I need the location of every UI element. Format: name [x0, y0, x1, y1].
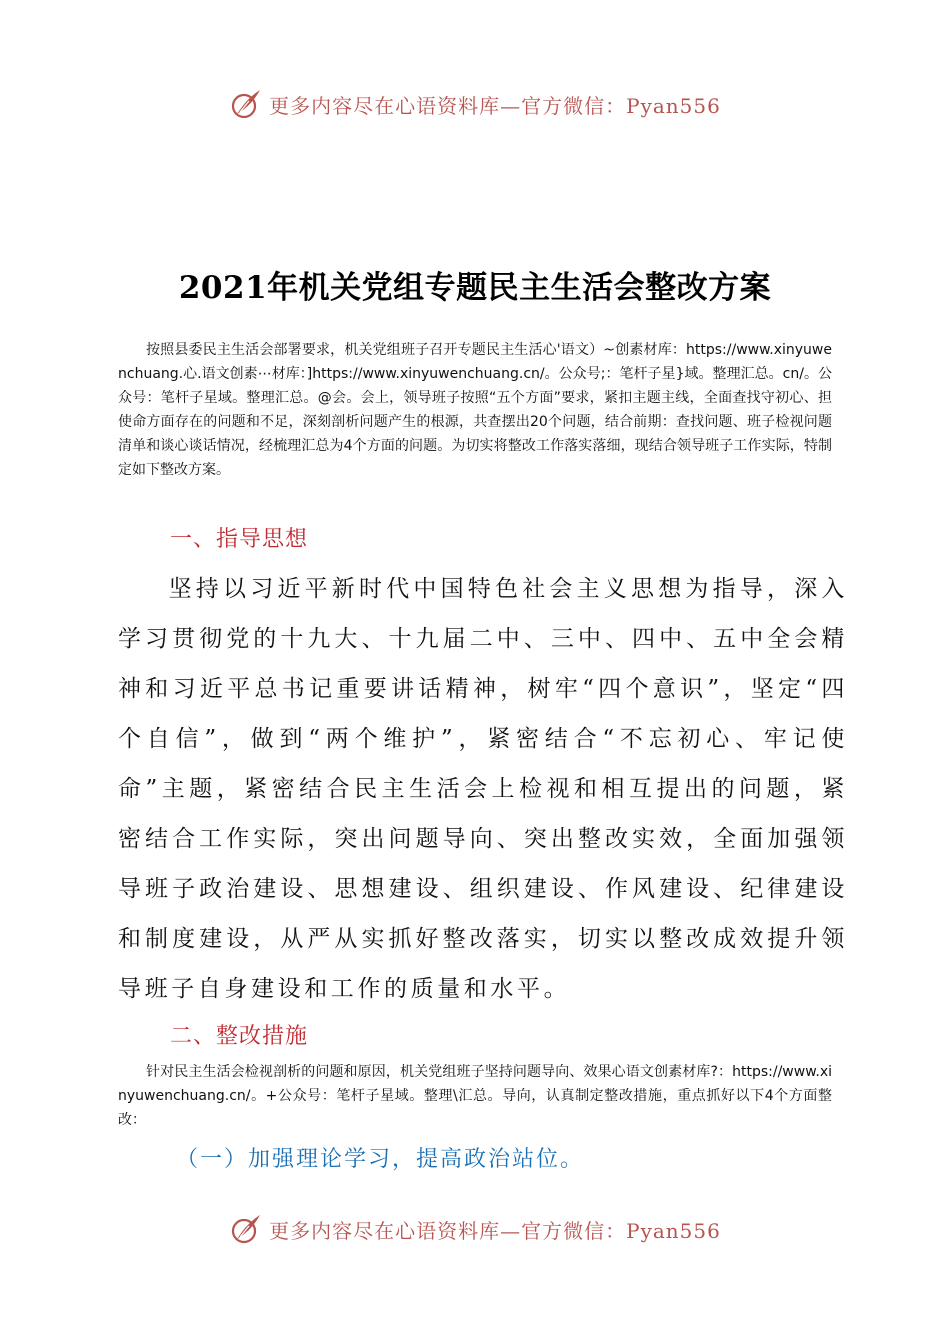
banner-text: 更多内容尽在心语资料库—官方微信：Pyan556 [269, 93, 721, 118]
guiding-thought-paragraph: 坚持以习近平新时代中国特色社会主义思想为指导，深入学习贯彻党的十九大、十九届二中、三中、四中、五中全会精神和习近平总书记重要讲话精神，树牢“四个意识”，坚定“四个自信”，做到“两个维护”，紧密结合“不忘初心、牢记使命”主题，紧密结合民主生活会上检视和相互提出的问题，紧密结合工作实际，突出问题导向、突出整改实效，全面加强领导班子政治建设、思想建设、组织建设、作风建设、纪律建设和制度建设，从严从实抓好整改落实，切实以整改成效提升领导班子自身建设和工作的质量和水平。 [118, 576, 848, 1002]
banner-text: 更多内容尽在心语资料库—官方微信：Pyan556 [269, 1218, 721, 1243]
section-heading-guiding-thought: 一、指导思想 [170, 527, 309, 552]
rectification-measures-paragraph: 针对民主生活会检视剖析的问题和原因，机关党组班子坚持问题导向、效果心语文创素材库?：https://www.xinyuwenchuang.cn/。+公众号：笔杆子星域。整理\汇总。导向，认真制定整改措施，重点抓好以下4个方面整改： [118, 1064, 832, 1128]
subsection-heading-theory-study: （一）加强理论学习，提高政治站位。 [176, 1147, 585, 1172]
quill-pen-circle-icon [229, 1212, 263, 1246]
intro-paragraph: 按照县委民主生活会部署要求，机关党组班子召开专题民主生活心'语文）~创素材库：https://www.xinyuwenchuang.心.语文创素⋯材库：]https://www.xinyuwenchuang.cn/。公众号;：笔杆子星}域。整理汇总。cn/。公众号：笔杆子星域。整理汇总。@会。会上，领导班子按照“五个方面”要求，紧扣主题主线，全面查找守初心、担使命方面存在的问题和不足，深刻剖析问题产生的根源，共查摆出20个问题，结合前期：查找问题、班子检视问题清单和谈心谈话情况，经梳理汇总为4个方面的问题。为切实将整改工作落实落细，现结合领导班子工作实际，特制定如下整改方案。 [118, 342, 832, 478]
quill-pen-circle-icon [229, 87, 263, 121]
header-banner [0, 84, 950, 124]
section-heading-rectification-measures: 二、整改措施 [170, 1024, 309, 1049]
document-title: 2021年机关党组专题民主生活会整改方案 [178, 270, 772, 306]
footer-banner [0, 1209, 950, 1249]
